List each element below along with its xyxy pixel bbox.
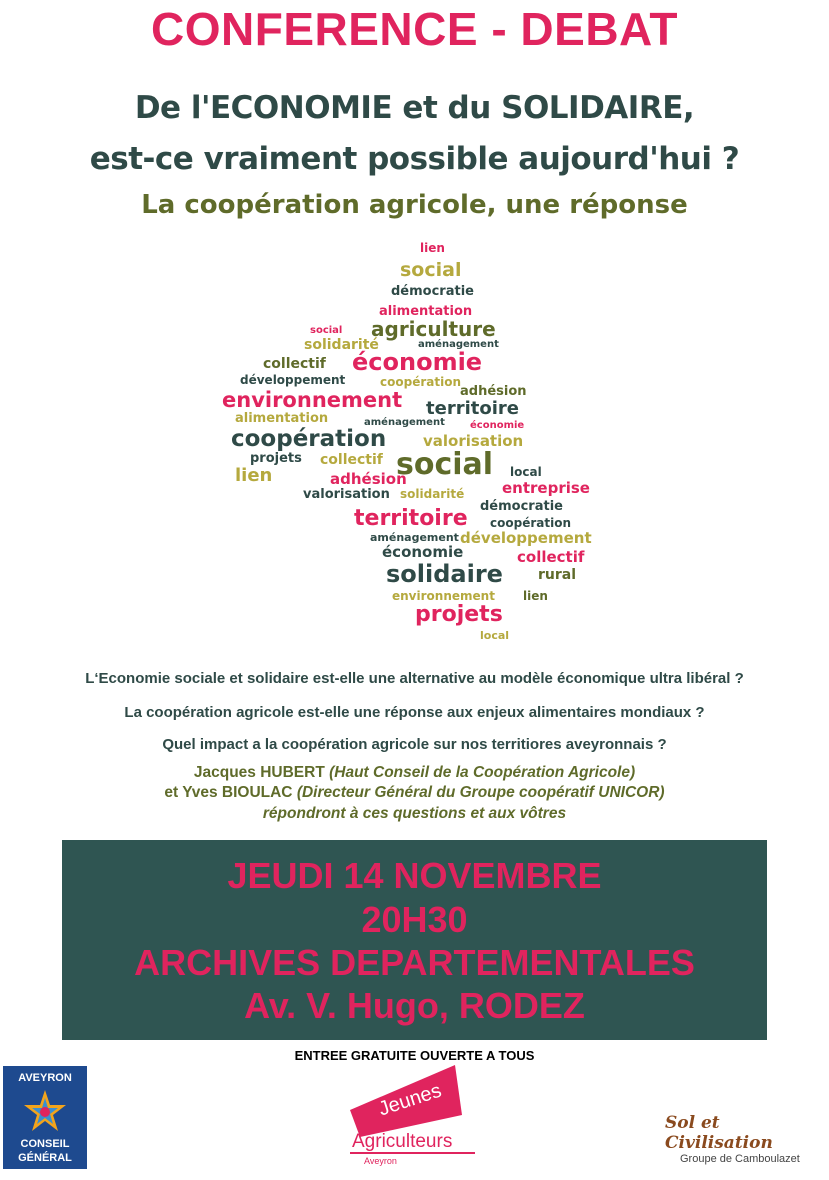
ja-logo-graphic [340,1065,490,1170]
cg-logo-line1: CONSEIL [20,1138,70,1150]
ja-logo-line3: Aveyron [364,1156,397,1166]
word-cloud-word: lien [420,241,445,255]
word-cloud-word: lien [523,589,548,603]
sc-logo-name: Sol et Civilisation [665,1113,773,1153]
word-cloud-word: aménagement [364,417,445,428]
word-cloud-word: projets [415,602,503,627]
poster-title: CONFERENCE - DEBAT [151,3,678,55]
word-cloud-word: territoire [426,398,519,419]
conseil-general-logo [3,1066,87,1169]
word-cloud-word: collectif [320,452,383,468]
word-cloud-word: coopération [380,375,461,389]
word-cloud-word: économie [382,543,464,561]
question-1: L‘Economie sociale et solidaire est-elle une alternative au modèle économique ultra libéral ? [85,670,744,687]
word-cloud-word: aménagement [370,531,459,544]
word-cloud-word: adhésion [460,384,527,399]
word-cloud-word: collectif [517,548,585,566]
speaker-1-role: (Haut Conseil de la Coopération Agricole) [329,764,636,781]
speaker-2-prefix: et [164,784,183,801]
word-cloud-word: environnement [222,388,403,412]
word-cloud-word: alimentation [235,411,329,426]
word-cloud-word: économie [470,420,525,431]
event-time: 20H30 [361,899,468,940]
word-cloud-word: projets [250,451,302,466]
word-cloud-word: alimentation [379,304,473,319]
word-cloud-word: coopération [231,426,387,452]
event-address: Av. V. Hugo, RODEZ [244,985,585,1026]
entry-note: ENTREE GRATUITE OUVERTE A TOUS [294,1048,535,1063]
speakers-closing: répondront à ces questions et aux vôtres [262,805,567,822]
word-cloud-word: local [480,629,510,642]
word-cloud-word: social [400,259,462,281]
word-cloud-word: territoire [354,506,468,531]
word-cloud-word: développement [460,529,592,547]
jeunes-agriculteurs-logo [340,1065,490,1170]
word-cloud-word: entreprise [502,479,590,497]
event-venue: ARCHIVES DEPARTEMENTALES [134,942,695,983]
word-cloud-word: valorisation [423,432,524,450]
word-cloud-word: démocratie [480,499,563,514]
speaker-2-role: (Directeur Général du Groupe coopératif UNICOR) [296,784,665,801]
word-cloud-word: social [396,447,494,482]
word-cloud-word: rural [538,567,577,583]
speaker-1 [0,764,829,782]
word-cloud-word: aménagement [418,339,499,350]
word-cloud-word: social [310,325,343,336]
word-cloud-word: coopération [490,516,571,530]
word-cloud-word: développement [240,373,346,387]
word-cloud-word: démocratie [391,284,474,299]
ja-logo-line2: Agriculteurs [352,1131,453,1152]
sc-logo-sub: Groupe de Camboulazet [680,1153,800,1165]
star-icon [20,1088,70,1134]
word-cloud-word: agriculture [371,317,496,341]
event-date: JEUDI 14 NOVEMBRE [227,855,602,896]
speaker-2 [0,784,829,802]
word-cloud-word: adhésion [330,470,407,488]
word-cloud-word: local [510,465,542,479]
question-3: Quel impact a la coopération agricole sur nos territiores aveyronnais ? [162,736,667,753]
word-cloud-word: solidarité [400,487,465,501]
word-cloud-word: solidaire [386,560,503,588]
word-cloud-word: lien [235,465,273,486]
word-cloud-word: environnement [392,589,495,603]
poster-subtitle: La coopération agricole, une réponse [141,190,688,220]
word-cloud-word: valorisation [303,487,390,502]
ja-logo-line1: Jeunes [376,1079,445,1121]
word-cloud-word: économie [352,348,483,376]
speaker-1-name: Jacques HUBERT [193,764,325,781]
question-line-1: De l'ECONOMIE et du SOLIDAIRE, [134,90,695,126]
cg-logo-line2: GÉNÉRAL [18,1152,72,1164]
cg-logo-top: AVEYRON [18,1072,72,1084]
speaker-2-name: Yves BIOULAC [182,784,293,801]
sol-et-civilisation-logo [660,1105,829,1175]
question-2: La coopération agricole est-elle une réponse aux enjeux alimentaires mondiaux ? [124,704,705,721]
event-panel [62,840,767,1040]
question-line-2: est-ce vraiment possible aujourd'hui ? [89,141,740,177]
word-cloud-word: solidarité [304,337,379,353]
word-cloud-word: collectif [263,356,326,372]
